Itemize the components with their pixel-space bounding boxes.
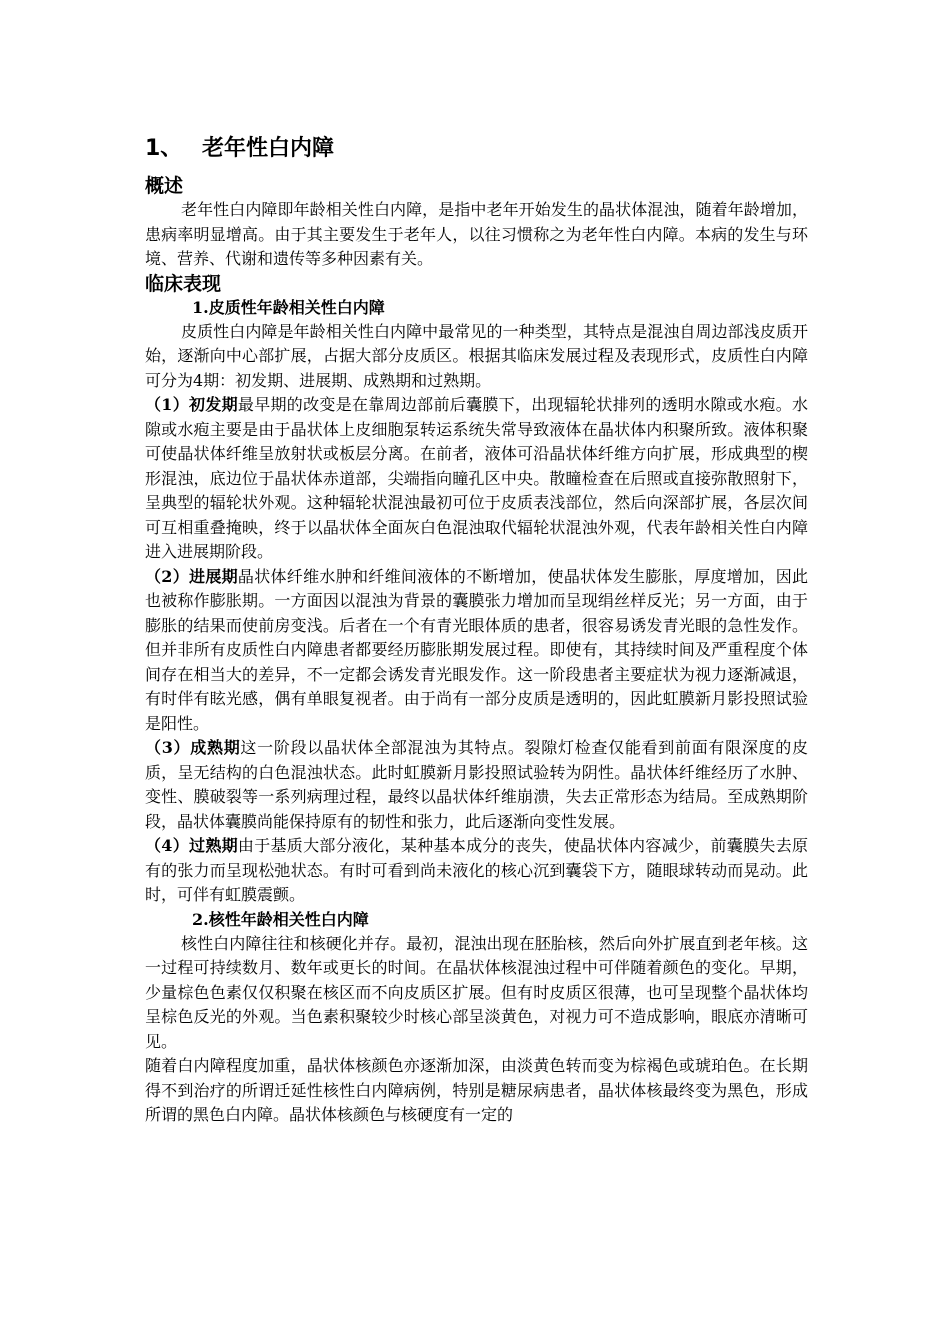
document-title <box>145 134 808 164</box>
stage-text: 这一阶段以晶状体全部混浊为其特点。裂隙灯检查仅能看到前面有限深度的皮质，呈无结构的白色混浊状态。此时虹膜新月影投照试验转为阴性。晶状体纤维经历了水肿、变性、膜破裂等一系列病理过程，最终以晶状体纤维崩溃，失去正常形态为结局。至成熟期阶段，晶状体囊膜尚能保持原有的韧性和张力，此后逐渐向变性发展。 <box>145 738 808 831</box>
stage-label: （1）初发期 <box>145 395 238 414</box>
nuclear-paragraph-2: 随着白内障程度加重，晶状体核颜色亦逐渐加深，由淡黄色转而变为棕褐色或琥珀色。在长期得不到治疗的所谓迁延性核性白内障病例，特别是糖尿病患者，晶状体核最终变为黑色，形成所谓的黑色白内障。晶状体核颜色与核硬度有一定的 <box>145 1056 808 1124</box>
title-text: 老年性白内障 <box>202 136 335 161</box>
stage-paragraph <box>145 393 808 565</box>
stage-text: 由于基质大部分液化，某种基本成分的丧失，使晶状体内容减少，前囊膜失去原有的张力而呈现松弛状态。有时可看到尚未液化的核心沉到囊袋下方，随眼球转动而晃动。此时，可伴有虹膜震颤。 <box>145 836 808 904</box>
clinical-heading: 临床表现 <box>145 272 222 295</box>
stage-label: （2）进展期 <box>145 566 238 586</box>
cortical-intro: 皮质性白内障是年龄相关性白内障中最常见的一种类型，其特点是混浊自周边部浅皮质开始，逐渐向中心部扩展，占据大部分皮质区。根据其临床发展过程及表现形式，皮质性白内障可分为4期：初发期、进展期、成熟期和过熟期。 <box>145 321 808 390</box>
stage-text: 最早期的改变是在靠周边部前后囊膜下，出现辐轮状排列的透明水隙或水疱。水隙或水疱主要是由于晶状体上皮细胞泵转运系统失常导致液体在晶状体内积聚所致。液体积聚可使晶状体纤维呈放射状或板层分离。在前者，液体可沿晶状体纤维方向扩展，形成典型的楔形混浊，底边位于晶状体赤道部，尖端指向瞳孔区中央。散瞳检查在后照或直接弥散照射下，呈典型的辐轮状外观。这种辐轮状混浊最初可位于皮质表浅部位，然后向深部扩展，各层次间可互相重叠掩映，终于以晶状体全面灰白色混浊取代辐轮状混浊外观，代表年龄相关性白内障进入进展期阶段。 <box>145 395 808 561</box>
document-page <box>145 134 808 1128</box>
stage-paragraph <box>145 834 808 908</box>
stage-label: （3）成熟期 <box>145 738 241 757</box>
stage-text: 晶状体纤维水肿和纤维间液体的不断增加，使晶状体发生膨胀，厚度增加，因此也被称作膨胀期。一方面因以混浊为背景的囊膜张力增加而呈现绢丝样反光；另一方面，由于膨胀的结果而使前房变浅。后者在一个有青光眼体质的患者，很容易诱发青光眼的急性发作。但并非所有皮质性白内障患者都要经历膨胀期发展过程。即使有，其持续时间及严重程度个体间存在相当大的差异，不一定都会诱发青光眼发作。这一阶段患者主要症状为视力逐渐减退，有时伴有眩光感，偶有单眼复视者。由于尚有一部分皮质是透明的，因此虹膜新月影投照试验是阳性。 <box>145 566 808 733</box>
nuclear-intro: 核性白内障往往和核硬化并存。最初，混浊出现在胚胎核，然后向外扩展直到老年核。这一过程可持续数月、数年或更长的时间。在晶状体核混浊过程中可伴随着颜色的变化。早期，少量棕色色素仅仅积聚在核区而不向皮质区扩展。但有时皮质区很薄，也可呈现整个晶状体均呈棕色反光的外观。当色素积聚较少时核心部呈淡黄色，对视力可不造成影响，眼底亦清晰可见。 <box>145 933 808 1051</box>
nuclear-heading: 2.核性年龄相关性白内障 <box>192 909 369 929</box>
stage-label: （4）过熟期 <box>145 836 238 855</box>
overview-heading: 概述 <box>145 175 184 197</box>
cortical-heading: 1.皮质性年龄相关性白内障 <box>192 297 385 317</box>
stage-paragraph <box>145 565 808 737</box>
title-number: 1、 <box>145 136 183 161</box>
stage-paragraph <box>145 736 808 834</box>
overview-paragraph: 老年性白内障即年龄相关性白内障，是指中老年开始发生的晶状体混浊，随着年龄增加，患病率明显增高。由于其主要发生于老年人，以往习惯称之为老年性白内障。本病的发生与环境、营养、代谢和遗传等多种因素有关。 <box>145 200 808 268</box>
